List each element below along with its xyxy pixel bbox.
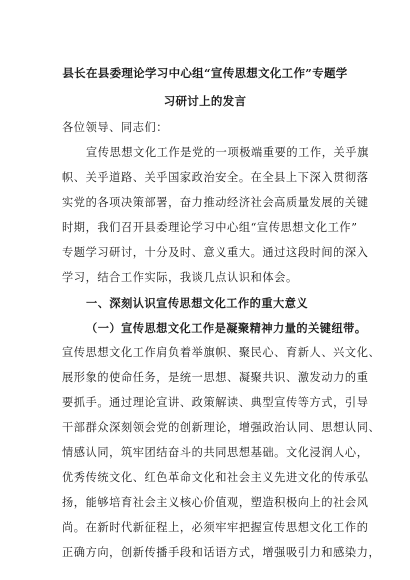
body-line: 扬，能够培育社会主义核心价值观，塑造积极向上的社会风	[62, 496, 369, 509]
document-title-line-2: 习研讨上的发言	[163, 94, 247, 108]
intro-line: 时期，我们召开县委理论学习中心组“宣传思想文化工作”	[62, 221, 358, 234]
body-line: 宣传思想文化工作肩负着举旗帜、聚民心、育新人、兴文化、	[62, 346, 381, 359]
section-heading: 一、深刻认识宣传思想文化工作的重大意义	[86, 296, 309, 310]
subsection-heading: （一）宣传思想文化工作是凝聚精神力量的关键纽带。	[86, 321, 367, 335]
body-line: 正确方向，创新传播手段和话语方式，增强吸引力和感染力，	[62, 546, 381, 559]
body-line: 干部群众深刻领会党的创新理论，增强政治认同、思想认同、	[62, 421, 381, 434]
body-line: 优秀传统文化、红色革命文化和社会主义先进文化的传承弘	[62, 471, 369, 484]
intro-line: 实党的各项决策部署，奋力推动经济社会高质量发展的关键	[62, 196, 369, 209]
body-line: 尚。在新时代新征程上，必须牢牢把握宣传思想文化工作的	[62, 521, 369, 534]
body-line: 展形象的使命任务，是统一思想、凝聚共识、激发动力的重	[62, 371, 369, 384]
intro-line: 学习，结合工作实际，我谈几点认识和体会。	[62, 271, 298, 284]
body-line: 要抓手。通过理论宣讲、政策解读、典型宣传等方式，引导	[62, 396, 369, 409]
intro-line: 宣传思想文化工作是党的一项极端重要的工作，关乎旗	[86, 146, 369, 159]
body-line: 情感认同，筑牢团结奋斗的共同思想基础。文化浸润人心，	[62, 446, 369, 459]
salutation: 各位领导、同志们：	[62, 121, 169, 134]
intro-line: 帜、关乎道路、关乎国家政治安全。在全县上下深入贯彻落	[62, 171, 369, 184]
document-title-line-1: 县长在县委理论学习中心组“宣传思想文化工作”专题学	[62, 66, 348, 80]
intro-line: 专题学习研讨，十分及时、意义重大。通过这段时间的深入	[62, 246, 369, 259]
